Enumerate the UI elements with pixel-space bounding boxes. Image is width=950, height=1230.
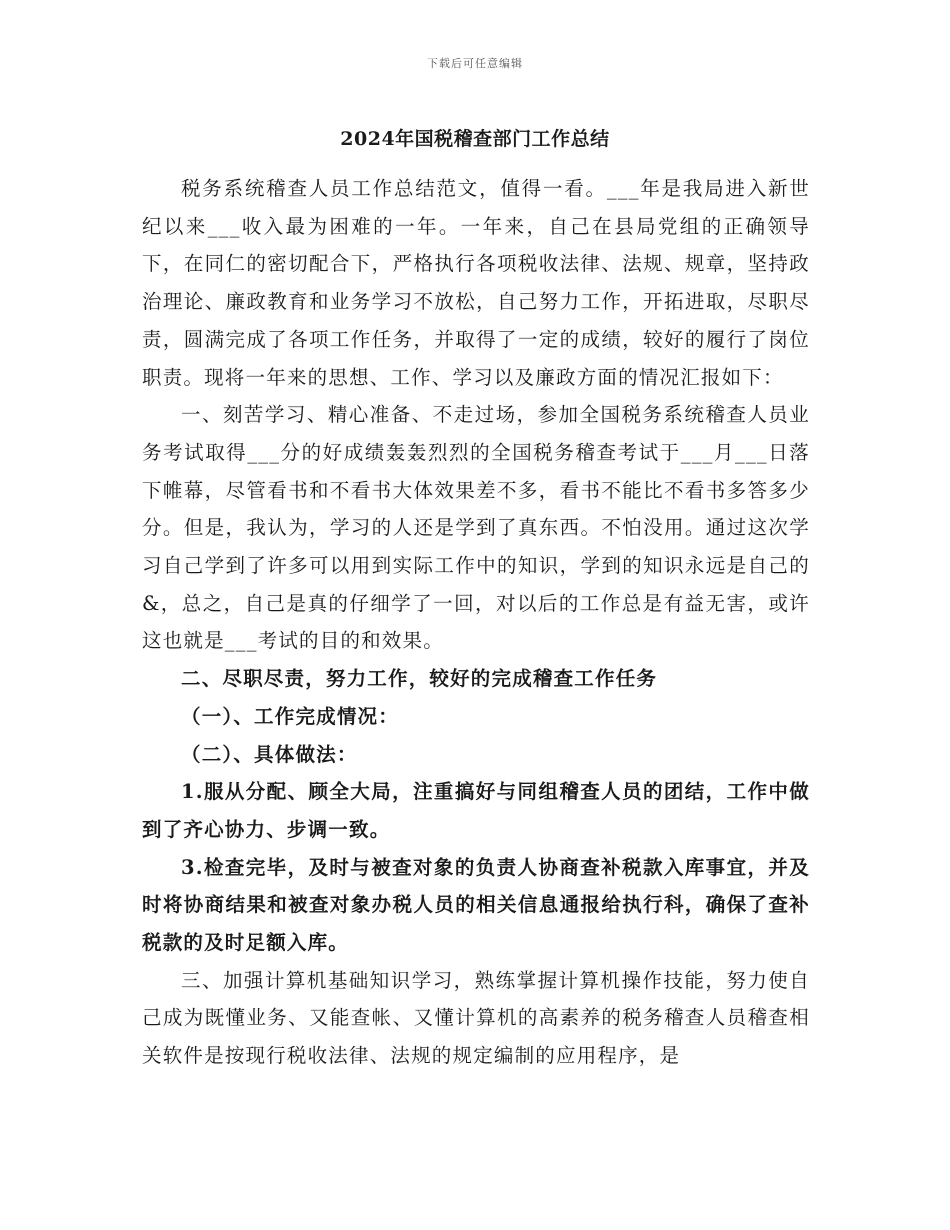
paragraph-method-1: 1.服从分配、顾全大局，注重搞好与同组稽查人员的团结，工作中做到了齐心协力、步调一致。 [142,780,810,841]
paragraph-section-1: 一、刻苦学习、精心准备、不走过场，参加全国税务系统稽查人员业务考试取得___分的好成绩轰轰烈烈的全国税务稽查考试于___月___日落下帷幕，尽管看书和不看书大体效果差不多，看书不能比不看书多答多少分。但是，我认为，学习的人还是学到了真东西。不怕没用。通过这次学习自己学到了许多可以用到实际工作中的知识，学到的知识永远是自己的&，总之，自己是真的仔细学了一回，对以后的工作总是有益无害，或许这也就是___考试的目的和效果。 [142,403,810,653]
paragraph-method-3: 3.检查完毕，及时与被查对象的负责人协商查补税款入库事宜，并及时将协商结果和被查对象办税人员的相关信息通报给执行科，确保了查补税款的及时足额入库。 [142,855,810,955]
paragraph-intro: 税务系统稽查人员工作总结范文，值得一看。___年是我局进入新世纪以来___收入最为困难的一年。一年来，自己在县局党组的正确领导下，在同仁的密切配合下，严格执行各项税收法律、法规、规章，坚持政治理论、廉政教育和业务学习不放松，自己努力工作，开拓进取，尽职尽责，圆满完成了各项工作任务，并取得了一定的成绩，较好的履行了岗位职责。现将一年来的思想、工作、学习以及廉政方面的情况汇报如下： [142,177,810,389]
header-note: 下载后可任意编辑 [427,57,523,70]
document-body [142,170,810,1075]
subheading-methods: （二）、具体做法： [181,742,358,766]
subheading-completion: （一）、工作完成情况： [181,704,399,728]
document-title: 2024年国税稽查部门工作总结 [340,128,610,150]
heading-section-2: 二、尽职尽责，努力工作，较好的完成稽查工作任务 [181,667,658,691]
paragraph-section-3: 三、加强计算机基础知识学习，熟练掌握计算机操作技能，努力使自己成为既懂业务、又能查帐、又懂计算机的高素养的税务稽查人员稽查相关软件是按现行税收法律、法规的规定编制的应用程序，是 [142,968,810,1068]
